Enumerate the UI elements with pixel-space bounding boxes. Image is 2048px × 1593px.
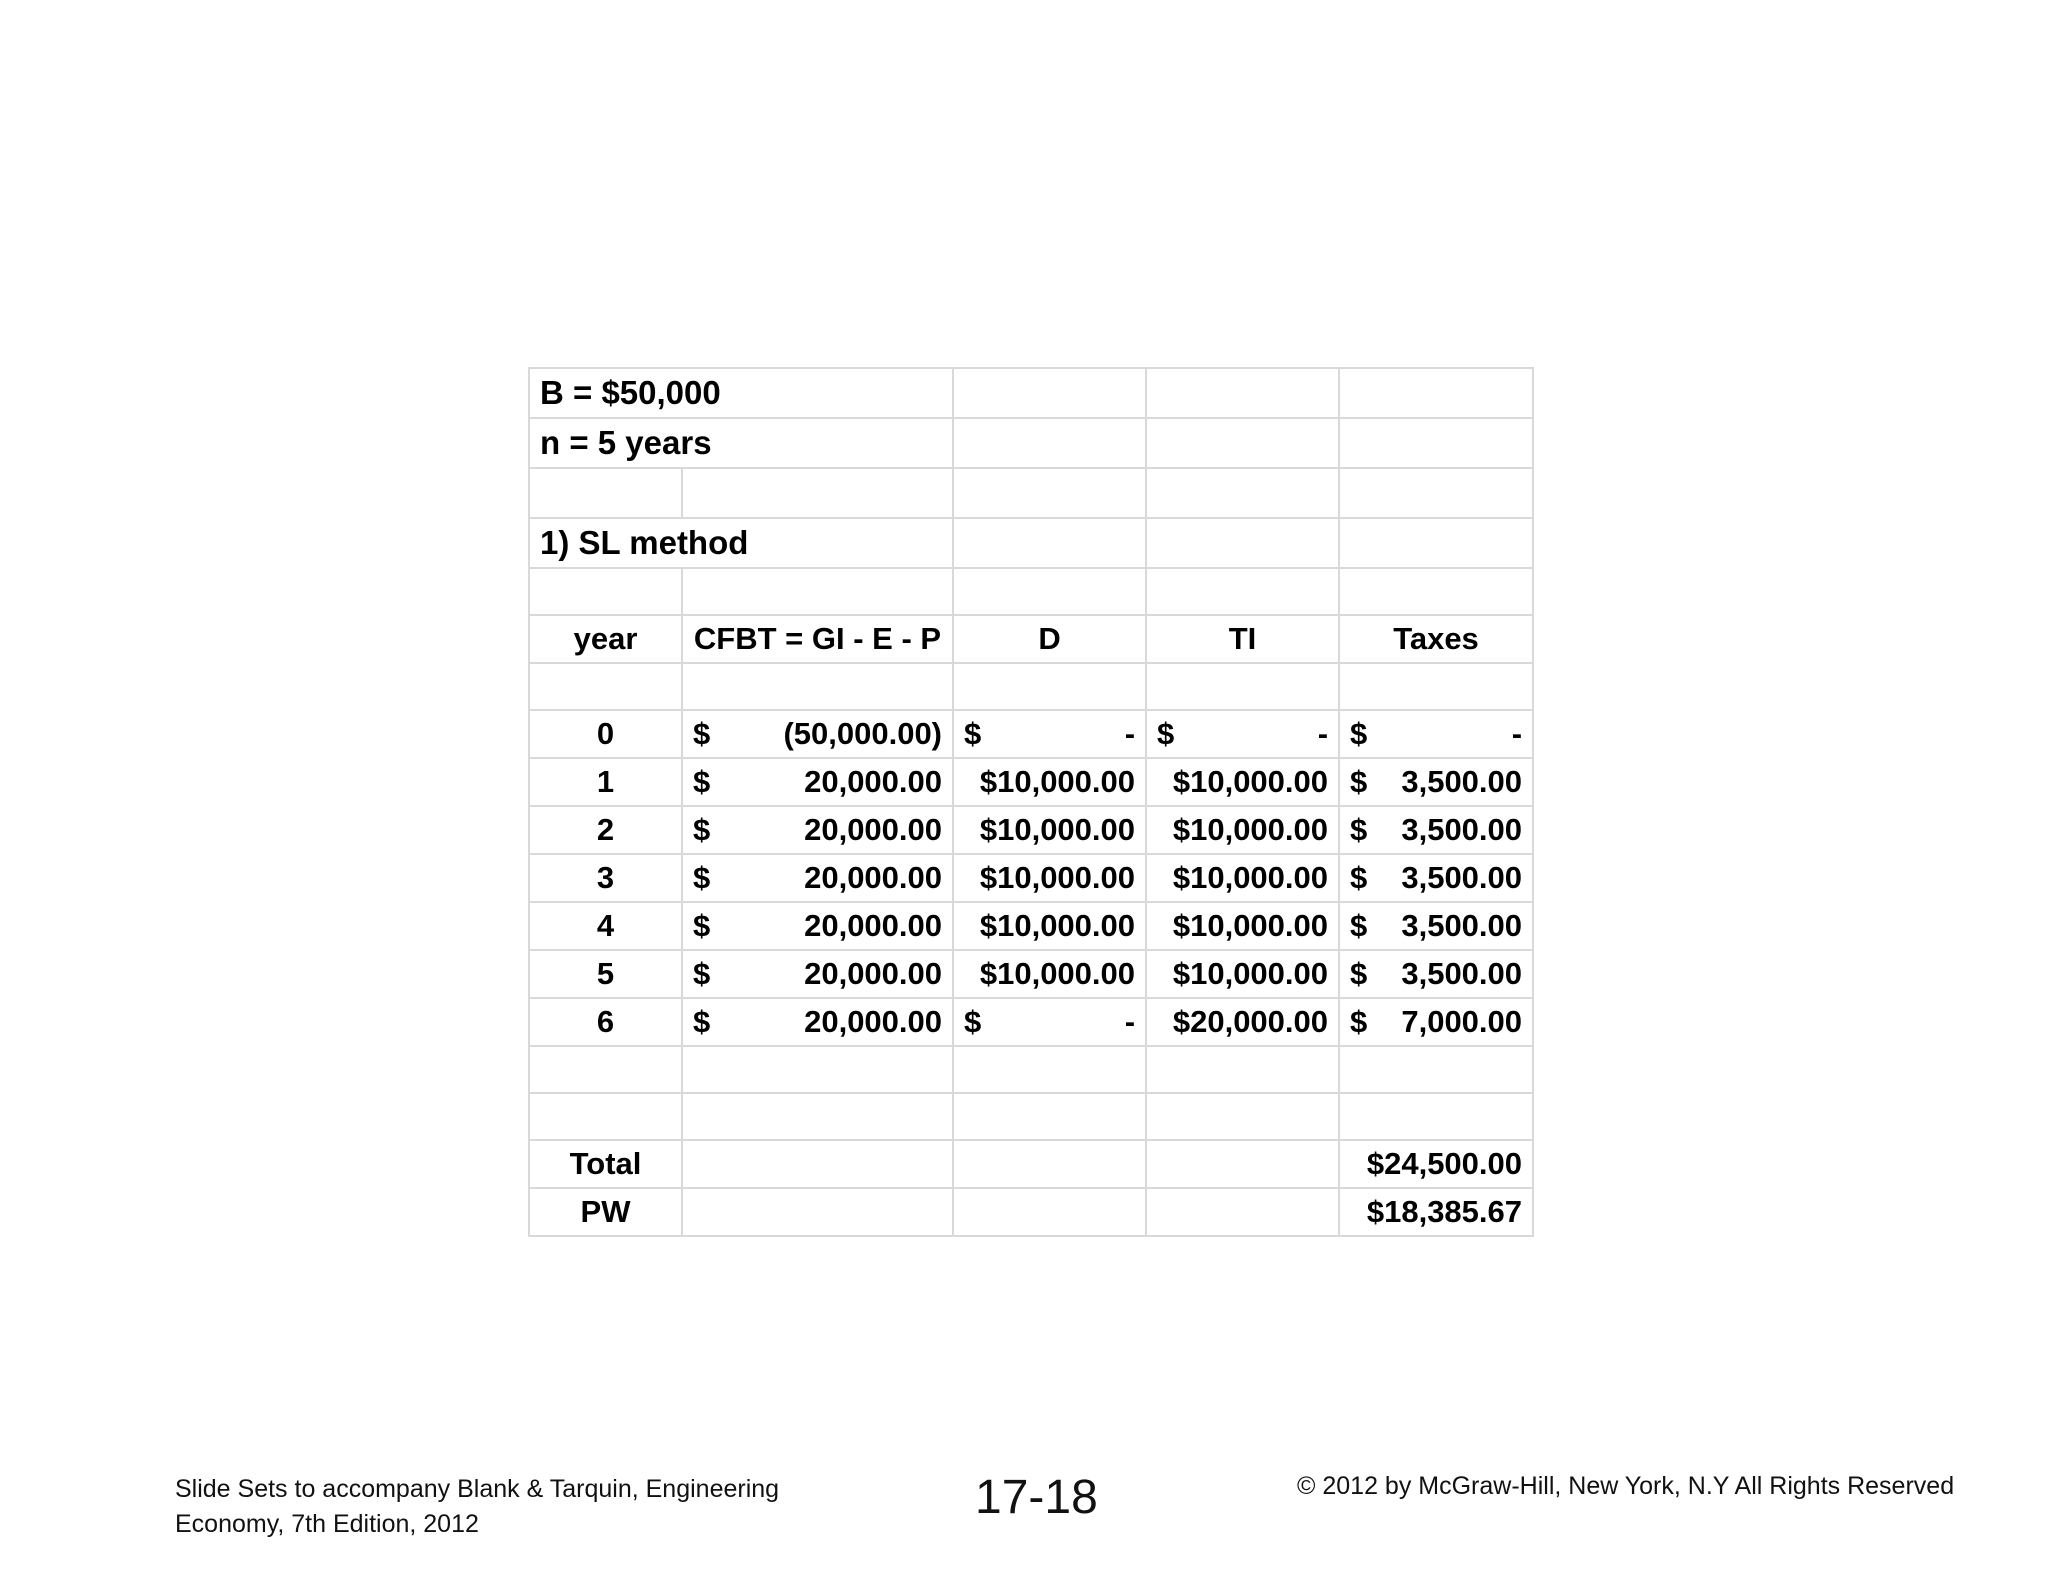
blank-row [529,1093,1533,1140]
taxable-income-cell: $10,000.00 [1146,806,1339,854]
taxable-income-cell: $20,000.00 [1146,998,1339,1046]
taxes-cell: $ 3,500.00 [1339,854,1533,902]
cfbt-cell: $ 20,000.00 [682,758,953,806]
pw-label: PW [529,1188,682,1236]
taxable-income-cell: $10,000.00 [1146,950,1339,998]
depreciation-cell: $10,000.00 [953,950,1146,998]
taxes-cell: $ 3,500.00 [1339,902,1533,950]
recovery-period-label: n = 5 years [529,418,953,468]
blank-row [529,663,1533,710]
taxable-income-cell: $ - [1146,710,1339,758]
blank-row [529,468,1533,518]
depreciation-table [528,367,1534,1237]
year-cell: 1 [529,758,682,806]
taxes-cell: $ - [1339,710,1533,758]
cfbt-cell: $ 20,000.00 [682,950,953,998]
blank-row [529,1046,1533,1093]
table-row [529,902,1533,950]
year-cell: 5 [529,950,682,998]
info-row-b [529,368,1533,418]
method-row [529,518,1533,568]
table-row [529,806,1533,854]
header-depreciation: D [953,615,1146,663]
depreciation-cell: $10,000.00 [953,902,1146,950]
taxes-cell: $ 7,000.00 [1339,998,1533,1046]
cfbt-cell: $ 20,000.00 [682,998,953,1046]
header-taxes: Taxes [1339,615,1533,663]
header-year: year [529,615,682,663]
year-cell: 2 [529,806,682,854]
slide-number: 17-18 [975,1471,1098,1524]
pw-taxes-value: $18,385.67 [1339,1188,1533,1236]
year-cell: 3 [529,854,682,902]
header-row [529,615,1533,663]
table-row [529,998,1533,1046]
year-cell: 4 [529,902,682,950]
first-cost-label: B = $50,000 [529,368,953,418]
year-cell: 0 [529,710,682,758]
header-cfbt: CFBT = GI - E - P [682,615,953,663]
depreciation-cell: $ - [953,998,1146,1046]
depreciation-cell: $10,000.00 [953,758,1146,806]
blank-row [529,568,1533,615]
total-label: Total [529,1140,682,1188]
cfbt-cell: $ 20,000.00 [682,902,953,950]
taxes-cell: $ 3,500.00 [1339,758,1533,806]
pw-row [529,1188,1533,1236]
table-row [529,758,1533,806]
footer-citation-line1: Slide Sets to accompany Blank & Tarquin, Engineering [175,1475,780,1503]
taxes-cell: $ 3,500.00 [1339,950,1533,998]
taxable-income-cell: $10,000.00 [1146,854,1339,902]
table-row [529,710,1533,758]
taxable-income-cell: $10,000.00 [1146,758,1339,806]
depreciation-cell: $ - [953,710,1146,758]
cfbt-cell: $ (50,000.00) [682,710,953,758]
total-taxes-value: $24,500.00 [1339,1140,1533,1188]
total-row [529,1140,1533,1188]
taxes-cell: $ 3,500.00 [1339,806,1533,854]
depreciation-cell: $10,000.00 [953,806,1146,854]
cfbt-cell: $ 20,000.00 [682,854,953,902]
header-taxable-income: TI [1146,615,1339,663]
footer-copyright: © 2012 by McGraw-Hill, New York, N.Y All Rights Reserved [1297,1472,1955,1500]
footer-citation-line2: Economy, 7th Edition, 2012 [175,1510,479,1538]
taxable-income-cell: $10,000.00 [1146,902,1339,950]
info-row-n [529,418,1533,468]
table-row [529,854,1533,902]
year-cell: 6 [529,998,682,1046]
method-label: 1) SL method [529,518,953,568]
table-row [529,950,1533,998]
cfbt-cell: $ 20,000.00 [682,806,953,854]
footer-citation [175,1472,779,1542]
depreciation-cell: $10,000.00 [953,854,1146,902]
